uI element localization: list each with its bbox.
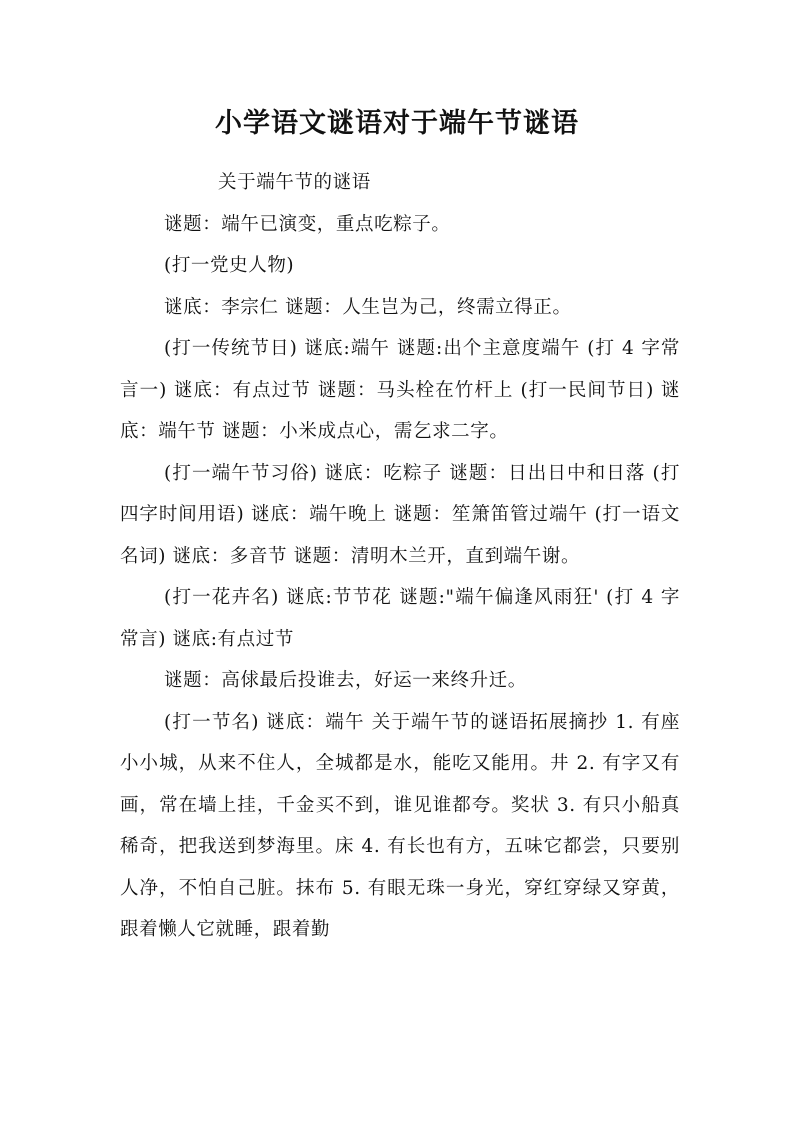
document-title: 小学语文谜语对于端午节谜语	[215, 108, 579, 139]
riddle-paragraph: (打一传统节日) 谜底:端午 谜题:出个主意度端午 (打 4 字常言一) 谜底：有点过节 谜题：马头栓在竹杆上 (打一民间节日) 谜底：端午节 谜题：小米成点心，需乞求二字。	[120, 338, 680, 442]
riddle-paragraph: (打一党史人物)	[164, 255, 295, 276]
document-body	[120, 162, 680, 951]
riddle-paragraph: (打一花卉名) 谜底:节节花 谜题:"端午偏逢风雨狂' (打 4 字常言) 谜底:有点过节	[120, 587, 680, 650]
riddle-paragraph: 谜题：高俅最后投谁去，好运一来终升迁。	[164, 670, 527, 691]
subtitle-paragraph: 关于端午节的谜语	[218, 172, 371, 193]
riddle-paragraph: 谜题：端午已演变，重点吃粽子。	[164, 213, 451, 235]
riddle-paragraph: 谜底：李宗仁 谜题：人生岂为己，终需立得正。	[164, 296, 572, 318]
riddle-paragraph: (打一节名) 谜底：端午 关于端午节的谜语拓展摘抄 1. 有座小小城，从来不住人，全城都是水，能吃又能用。井 2. 有字又有画，常在墙上挂，千金买不到，谁见谁都夸。奖状 3. 有只小船真稀奇，把我送到梦海里。床 4. 有长也有方，五味它都尝，只要别人净，不怕自己脏。抹布 5. 有眼无珠一身光，穿红穿绿又穿黄，跟着懒人它就睡，跟着勤	[120, 711, 680, 940]
riddle-paragraph: (打一端午节习俗) 谜底：吃粽子 谜题：日出日中和日落 (打四字时间用语) 谜底：端午晚上 谜题：笙箫笛管过端午 (打一语文名词) 谜底：多音节 谜题：清明木兰开，直到端午谢。	[120, 462, 680, 567]
